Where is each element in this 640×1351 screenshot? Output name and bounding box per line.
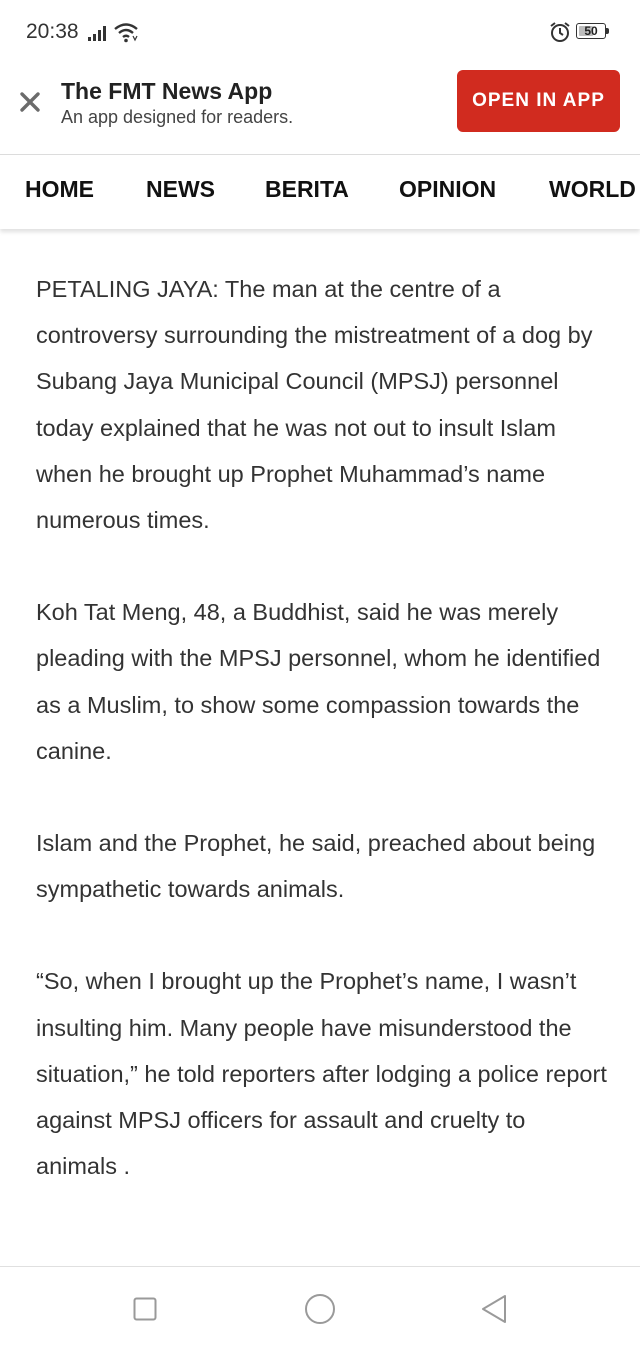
app-banner (0, 64, 640, 154)
system-nav-divider (0, 1266, 640, 1267)
status-time: 20:38 (26, 20, 79, 43)
article-paragraph: Islam and the Prophet, he said, preached about being sympathetic towards animals. (36, 830, 596, 903)
alarm-icon (549, 21, 571, 43)
banner-title: The FMT News App (61, 78, 273, 104)
nav-item-news[interactable]: NEWS (146, 176, 215, 202)
battery-icon (576, 23, 610, 41)
wifi-icon (113, 21, 139, 43)
recents-square-icon[interactable] (133, 1297, 157, 1321)
nav-item-berita[interactable]: BERITA (265, 176, 349, 202)
battery-level: 50 (584, 24, 598, 38)
open-in-app-button[interactable]: OPEN IN APP (457, 70, 620, 132)
nav-item-world[interactable]: WORLD (549, 176, 636, 202)
nav-item-opinion[interactable]: OPINION (399, 176, 497, 202)
nav-item-home[interactable]: HOME (25, 176, 94, 202)
section-nav (0, 155, 640, 229)
close-icon[interactable] (14, 86, 46, 118)
article-paragraph: “So, when I brought up the Prophet’s name, I wasn’t insulting him. Many people have misunderstood the situation,” he told reporters after lodging a police report against MPSJ officers for assault and cruelty to animals . (36, 968, 607, 1180)
status-bar (0, 0, 640, 64)
article-paragraph: Koh Tat Meng, 48, a Buddhist, said he was merely pleading with the MPSJ personnel, whom he identified as a Muslim, to show some compassion towards the canine. (36, 599, 601, 764)
article-paragraph: PETALING JAYA: The man at the centre of a controversy surrounding the mistreatment of a dog by Subang Jaya Municipal Council (MPSJ) personnel today explained that he was not out to insult Islam when he brought up Prophet Muhammad’s name numerous times. (36, 276, 593, 534)
signal-icon (88, 23, 110, 41)
banner-subtitle: An app designed for readers. (61, 107, 294, 127)
back-triangle-icon[interactable] (480, 1293, 508, 1325)
home-circle-icon[interactable] (304, 1293, 336, 1325)
article-body (36, 266, 608, 1235)
